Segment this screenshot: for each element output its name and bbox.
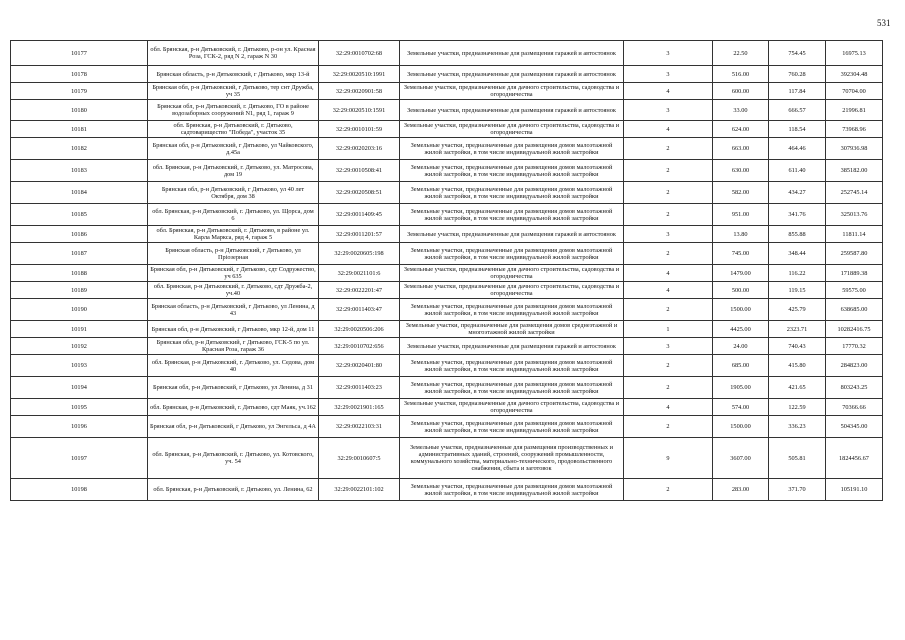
specific-value-cell: 348.44 <box>769 243 826 265</box>
specific-value-cell: 666.57 <box>769 100 826 121</box>
table-row <box>11 416 883 438</box>
area-cell: 33.00 <box>713 100 769 121</box>
cadastral-value-cell: 21996.81 <box>826 100 883 121</box>
row-number-cell: 10180 <box>11 100 148 121</box>
land-use-cell: Земельные участки, предназначенные для размещения домов малоэтажной жилой застройки, в том числе индивидуальной жилой застройки <box>400 243 624 265</box>
cadastral-value-cell: 307936.98 <box>826 138 883 160</box>
row-number-cell: 10177 <box>11 41 148 66</box>
specific-value-cell: 119.15 <box>769 282 826 299</box>
area-cell: 24.00 <box>713 338 769 355</box>
land-use-cell: Земельные участки, предназначенные для размещения гаражей и автостоянок <box>400 41 624 66</box>
area-cell: 630.00 <box>713 160 769 182</box>
cadastral-number-cell: 32:29:0011403:23 <box>319 377 400 399</box>
address-cell: обл. Брянская, р-н Дятьковский, г. Дятьково, в районе ул. Карла Маркса, ряд 4, гараж 5 <box>148 226 319 243</box>
row-number-cell: 10197 <box>11 438 148 479</box>
area-cell: 624.00 <box>713 121 769 138</box>
cadastral-value-cell: 504345.00 <box>826 416 883 438</box>
row-number-cell: 10190 <box>11 299 148 321</box>
row-number-cell: 10196 <box>11 416 148 438</box>
use-group-cell: 3 <box>624 226 713 243</box>
area-cell: 600.00 <box>713 83 769 100</box>
page-number: 531 <box>877 18 891 28</box>
land-use-cell: Земельные участки, предназначенные для размещения домов малоэтажной жилой застройки, в том числе индивидуальной жилой застройки <box>400 377 624 399</box>
cadastral-value-cell: 73968.96 <box>826 121 883 138</box>
land-use-cell: Земельные участки, предназначенные для размещения гаражей и автостоянок <box>400 100 624 121</box>
use-group-cell: 2 <box>624 377 713 399</box>
cadastral-number-cell: 32:29:0010702:68 <box>319 41 400 66</box>
row-number-cell: 10193 <box>11 355 148 377</box>
cadastral-number-cell: 32:29:0020510:1591 <box>319 100 400 121</box>
address-cell: Брянская обл, р-н Дятьковский, г Дятьково, сдт Содружество, уч 635 <box>148 265 319 282</box>
row-number-cell: 10179 <box>11 83 148 100</box>
table-row <box>11 479 883 501</box>
specific-value-cell: 425.79 <box>769 299 826 321</box>
area-cell: 574.00 <box>713 399 769 416</box>
table-row <box>11 100 883 121</box>
specific-value-cell: 421.65 <box>769 377 826 399</box>
area-cell: 13.80 <box>713 226 769 243</box>
address-cell: Брянская обл, р-н Дятьковский, г Дятьково, мкр 12-й, дом 11 <box>148 321 319 338</box>
cadastral-number-cell: 32:29:0020203:16 <box>319 138 400 160</box>
specific-value-cell: 611.40 <box>769 160 826 182</box>
use-group-cell: 2 <box>624 243 713 265</box>
row-number-cell: 10183 <box>11 160 148 182</box>
table-body <box>11 41 883 501</box>
row-number-cell: 10185 <box>11 204 148 226</box>
table-row <box>11 226 883 243</box>
use-group-cell: 2 <box>624 160 713 182</box>
use-group-cell: 2 <box>624 204 713 226</box>
specific-value-cell: 118.54 <box>769 121 826 138</box>
land-use-cell: Земельные участки, предназначенные для размещения домов малоэтажной жилой застройки, в том числе индивидуальной жилой застройки <box>400 479 624 501</box>
cadastral-number-cell: 32:29:0011409:45 <box>319 204 400 226</box>
table-row <box>11 338 883 355</box>
area-cell: 951.00 <box>713 204 769 226</box>
cadastral-value-cell: 385182.00 <box>826 160 883 182</box>
address-cell: Брянская область, р-н Дятьковский, г Дятьково, мкр 13-й <box>148 66 319 83</box>
table-row <box>11 160 883 182</box>
land-use-cell: Земельные участки, предназначенные для размещения домов малоэтажной жилой застройки, в том числе индивидуальной жилой застройки <box>400 416 624 438</box>
area-cell: 283.00 <box>713 479 769 501</box>
table-row <box>11 355 883 377</box>
cadastral-number-cell: 32:29:0022201:47 <box>319 282 400 299</box>
use-group-cell: 3 <box>624 41 713 66</box>
area-cell: 1500.00 <box>713 299 769 321</box>
land-use-cell: Земельные участки, предназначенные для размещения гаражей и автостоянок <box>400 66 624 83</box>
address-cell: Брянская обл, р-н Дятьковский, г Дятьково, ул Чайковского, д.45а <box>148 138 319 160</box>
table-row <box>11 83 883 100</box>
cadastral-value-cell: 16975.13 <box>826 41 883 66</box>
table-row <box>11 377 883 399</box>
area-cell: 745.00 <box>713 243 769 265</box>
specific-value-cell: 740.43 <box>769 338 826 355</box>
address-cell: обл. Брянская, р-н Дятьковский, г. Дятьково, ул. Седова, дом 40 <box>148 355 319 377</box>
address-cell: обл. Брянская, р-н Дятьковский, г. Дятьково, ул. Ленина, 62 <box>148 479 319 501</box>
area-cell: 663.00 <box>713 138 769 160</box>
table-row <box>11 66 883 83</box>
land-use-cell: Земельные участки, предназначенные для размещения домов малоэтажной жилой застройки, в том числе индивидуальной жилой застройки <box>400 138 624 160</box>
use-group-cell: 2 <box>624 299 713 321</box>
land-use-cell: Земельные участки, предназначенные для дачного строительства, садоводства и огородничества <box>400 83 624 100</box>
cadastral-number-cell: 32:29:0011403:47 <box>319 299 400 321</box>
land-use-cell: Земельные участки, предназначенные для размещения домов малоэтажной жилой застройки, в том числе индивидуальной жилой застройки <box>400 182 624 204</box>
use-group-cell: 4 <box>624 265 713 282</box>
cadastral-value-cell: 70366.66 <box>826 399 883 416</box>
specific-value-cell: 415.80 <box>769 355 826 377</box>
row-number-cell: 10188 <box>11 265 148 282</box>
row-number-cell: 10192 <box>11 338 148 355</box>
row-number-cell: 10198 <box>11 479 148 501</box>
table-row <box>11 321 883 338</box>
address-cell: обл. Брянская, р-н Дятьковский, г. Дятьково, сдт Маяк, уч.162 <box>148 399 319 416</box>
row-number-cell: 10182 <box>11 138 148 160</box>
table-row <box>11 243 883 265</box>
specific-value-cell: 505.81 <box>769 438 826 479</box>
table-row <box>11 265 883 282</box>
address-cell: Брянская обл, р-н Дятьковский, г Дятьково, ул Энгельса, д 4А <box>148 416 319 438</box>
use-group-cell: 4 <box>624 83 713 100</box>
address-cell: обл. Брянская, р-н Дятьковский, г. Дятьково, ул. Матросова, дом 19 <box>148 160 319 182</box>
cadastral-number-cell: 32:29:0020506:206 <box>319 321 400 338</box>
area-cell: 685.00 <box>713 355 769 377</box>
cadastral-value-cell: 284823.00 <box>826 355 883 377</box>
use-group-cell: 9 <box>624 438 713 479</box>
address-cell: обл. Брянская, р-н Дятьковский, г. Дятьково, р-он ул. Красная Роза, ГСК-2, ряд N 2, гараж N 30 <box>148 41 319 66</box>
cadastral-value-cell: 392304.48 <box>826 66 883 83</box>
use-group-cell: 2 <box>624 138 713 160</box>
cadastral-number-cell: 32:29:0020508:51 <box>319 182 400 204</box>
cadastral-number-cell: 32:29:0010607:5 <box>319 438 400 479</box>
address-cell: Брянская обл, р-н Дятьковский, г. Дятьково, ГО в районе водозаборных сооружений N1, ряд 1, гараж 9 <box>148 100 319 121</box>
table-row <box>11 121 883 138</box>
row-number-cell: 10184 <box>11 182 148 204</box>
area-cell: 516.00 <box>713 66 769 83</box>
area-cell: 500.00 <box>713 282 769 299</box>
land-use-cell: Земельные участки, предназначенные для дачного строительства, садоводства и огородничества <box>400 399 624 416</box>
use-group-cell: 4 <box>624 282 713 299</box>
specific-value-cell: 116.22 <box>769 265 826 282</box>
land-use-cell: Земельные участки, предназначенные для дачного строительства, садоводства и огородничества <box>400 282 624 299</box>
area-cell: 4425.00 <box>713 321 769 338</box>
land-use-cell: Земельные участки, предназначенные для размещения домов малоэтажной жилой застройки, в том числе индивидуальной жилой застройки <box>400 355 624 377</box>
cadastral-number-cell: 32:29:0010702:656 <box>319 338 400 355</box>
cadastral-number-cell: 32:29:0021101:6 <box>319 265 400 282</box>
specific-value-cell: 464.46 <box>769 138 826 160</box>
land-use-cell: Земельные участки, предназначенные для размещения домов малоэтажной жилой застройки, в том числе индивидуальной жилой застройки <box>400 204 624 226</box>
land-use-cell: Земельные участки, предназначенные для размещения домов малоэтажной жилой застройки, в том числе индивидуальной жилой застройки <box>400 160 624 182</box>
cadastral-value-cell: 325013.76 <box>826 204 883 226</box>
land-register-table <box>10 40 883 501</box>
cadastral-number-cell: 32:29:0020510:1991 <box>319 66 400 83</box>
cadastral-value-cell: 11811.14 <box>826 226 883 243</box>
address-cell: Брянская область, р-н Дятьковский, г Дятьково, ул Ленина, д 43 <box>148 299 319 321</box>
specific-value-cell: 122.59 <box>769 399 826 416</box>
table-row <box>11 138 883 160</box>
row-number-cell: 10178 <box>11 66 148 83</box>
cadastral-value-cell: 59575.00 <box>826 282 883 299</box>
table-row <box>11 182 883 204</box>
land-use-cell: Земельные участки, предназначенные для размещения домов малоэтажной жилой застройки, в том числе индивидуальной жилой застройки <box>400 299 624 321</box>
address-cell: обл. Брянская, р-н Дятьковский, г. Дятьково, ул. Щорса, дом 6 <box>148 204 319 226</box>
address-cell: Брянская обл, р-н Дятьковский, г Дятьково, ГСК-5 по ул. Красная Роза, гараж 36 <box>148 338 319 355</box>
cadastral-number-cell: 32:29:0010101:59 <box>319 121 400 138</box>
cadastral-number-cell: 32:29:0020401:80 <box>319 355 400 377</box>
cadastral-value-cell: 1824456.67 <box>826 438 883 479</box>
cadastral-value-cell: 10282416.75 <box>826 321 883 338</box>
cadastral-number-cell: 32:29:0010508:41 <box>319 160 400 182</box>
row-number-cell: 10187 <box>11 243 148 265</box>
cadastral-number-cell: 32:29:0021901:165 <box>319 399 400 416</box>
area-cell: 22.50 <box>713 41 769 66</box>
table-row <box>11 282 883 299</box>
row-number-cell: 10195 <box>11 399 148 416</box>
cadastral-number-cell: 32:29:0020901:58 <box>319 83 400 100</box>
address-cell: Брянская обл, р-н Дятьковский, г Дятьково, тер снт Дружба, уч 35 <box>148 83 319 100</box>
land-use-cell: Земельные участки, предназначенные для размещения гаражей и автостоянок <box>400 338 624 355</box>
address-cell: Брянская обл, р-н Дятьковский, г Дятьково, ул Ленина, д 31 <box>148 377 319 399</box>
specific-value-cell: 2323.71 <box>769 321 826 338</box>
row-number-cell: 10181 <box>11 121 148 138</box>
use-group-cell: 2 <box>624 416 713 438</box>
use-group-cell: 2 <box>624 479 713 501</box>
address-cell: Брянская обл, р-н Дятьковский, г Дятьково, ул 40 лет Октября, дом 38 <box>148 182 319 204</box>
table-row <box>11 438 883 479</box>
cadastral-number-cell: 32:29:0011201:57 <box>319 226 400 243</box>
area-cell: 582.00 <box>713 182 769 204</box>
land-use-cell: Земельные участки, предназначенные для размещения производственных и административных зданий, строений, сооружений промышленности, коммунального хозяйства, материально-технического, продовольственного снабжения, сбыта и заготовок <box>400 438 624 479</box>
use-group-cell: 1 <box>624 321 713 338</box>
specific-value-cell: 754.45 <box>769 41 826 66</box>
use-group-cell: 3 <box>624 338 713 355</box>
use-group-cell: 3 <box>624 100 713 121</box>
land-use-cell: Земельные участки, предназначенные для дачного строительства, садоводства и огородничества <box>400 121 624 138</box>
row-number-cell: 10186 <box>11 226 148 243</box>
specific-value-cell: 760.28 <box>769 66 826 83</box>
cadastral-value-cell: 638685.00 <box>826 299 883 321</box>
land-use-cell: Земельные участки, предназначенные для размещения домов среднеэтажной и многоэтажной жилой застройки <box>400 321 624 338</box>
table-row <box>11 299 883 321</box>
row-number-cell: 10189 <box>11 282 148 299</box>
use-group-cell: 4 <box>624 121 713 138</box>
area-cell: 1500.00 <box>713 416 769 438</box>
use-group-cell: 3 <box>624 66 713 83</box>
cadastral-value-cell: 17770.32 <box>826 338 883 355</box>
cadastral-number-cell: 32:29:0022103:31 <box>319 416 400 438</box>
cadastral-number-cell: 32:29:0020605:198 <box>319 243 400 265</box>
table-row <box>11 204 883 226</box>
address-cell: обл. Брянская, р-н Дятьковский, г. Дятьково, ул. Котовского, уч. 54 <box>148 438 319 479</box>
cadastral-value-cell: 803243.25 <box>826 377 883 399</box>
land-use-cell: Земельные участки, предназначенные для размещения гаражей и автостоянок <box>400 226 624 243</box>
specific-value-cell: 434.27 <box>769 182 826 204</box>
address-cell: Брянская область, р-н Дятьковский, г Дятьково, ул Пріозерная <box>148 243 319 265</box>
use-group-cell: 2 <box>624 182 713 204</box>
table-row <box>11 41 883 66</box>
use-group-cell: 4 <box>624 399 713 416</box>
cadastral-number-cell: 32:29:0022101:102 <box>319 479 400 501</box>
area-cell: 3607.00 <box>713 438 769 479</box>
cadastral-value-cell: 171889.38 <box>826 265 883 282</box>
specific-value-cell: 371.70 <box>769 479 826 501</box>
cadastral-value-cell: 252745.14 <box>826 182 883 204</box>
address-cell: обл. Брянская, р-н Дятьковский, г. Дятьково, сдт Дружба-2, уч.40 <box>148 282 319 299</box>
cadastral-value-cell: 70704.00 <box>826 83 883 100</box>
cadastral-value-cell: 105191.10 <box>826 479 883 501</box>
row-number-cell: 10194 <box>11 377 148 399</box>
specific-value-cell: 855.88 <box>769 226 826 243</box>
area-cell: 1479.00 <box>713 265 769 282</box>
specific-value-cell: 336.23 <box>769 416 826 438</box>
cadastral-value-cell: 259587.80 <box>826 243 883 265</box>
use-group-cell: 2 <box>624 355 713 377</box>
row-number-cell: 10191 <box>11 321 148 338</box>
table-row <box>11 399 883 416</box>
address-cell: обл. Брянская, р-н Дятьковский, г. Дятьково, садтоварищество "Победа", участок 35 <box>148 121 319 138</box>
land-use-cell: Земельные участки, предназначенные для дачного строительства, садоводства и огородничества <box>400 265 624 282</box>
area-cell: 1905.00 <box>713 377 769 399</box>
specific-value-cell: 117.84 <box>769 83 826 100</box>
specific-value-cell: 341.76 <box>769 204 826 226</box>
